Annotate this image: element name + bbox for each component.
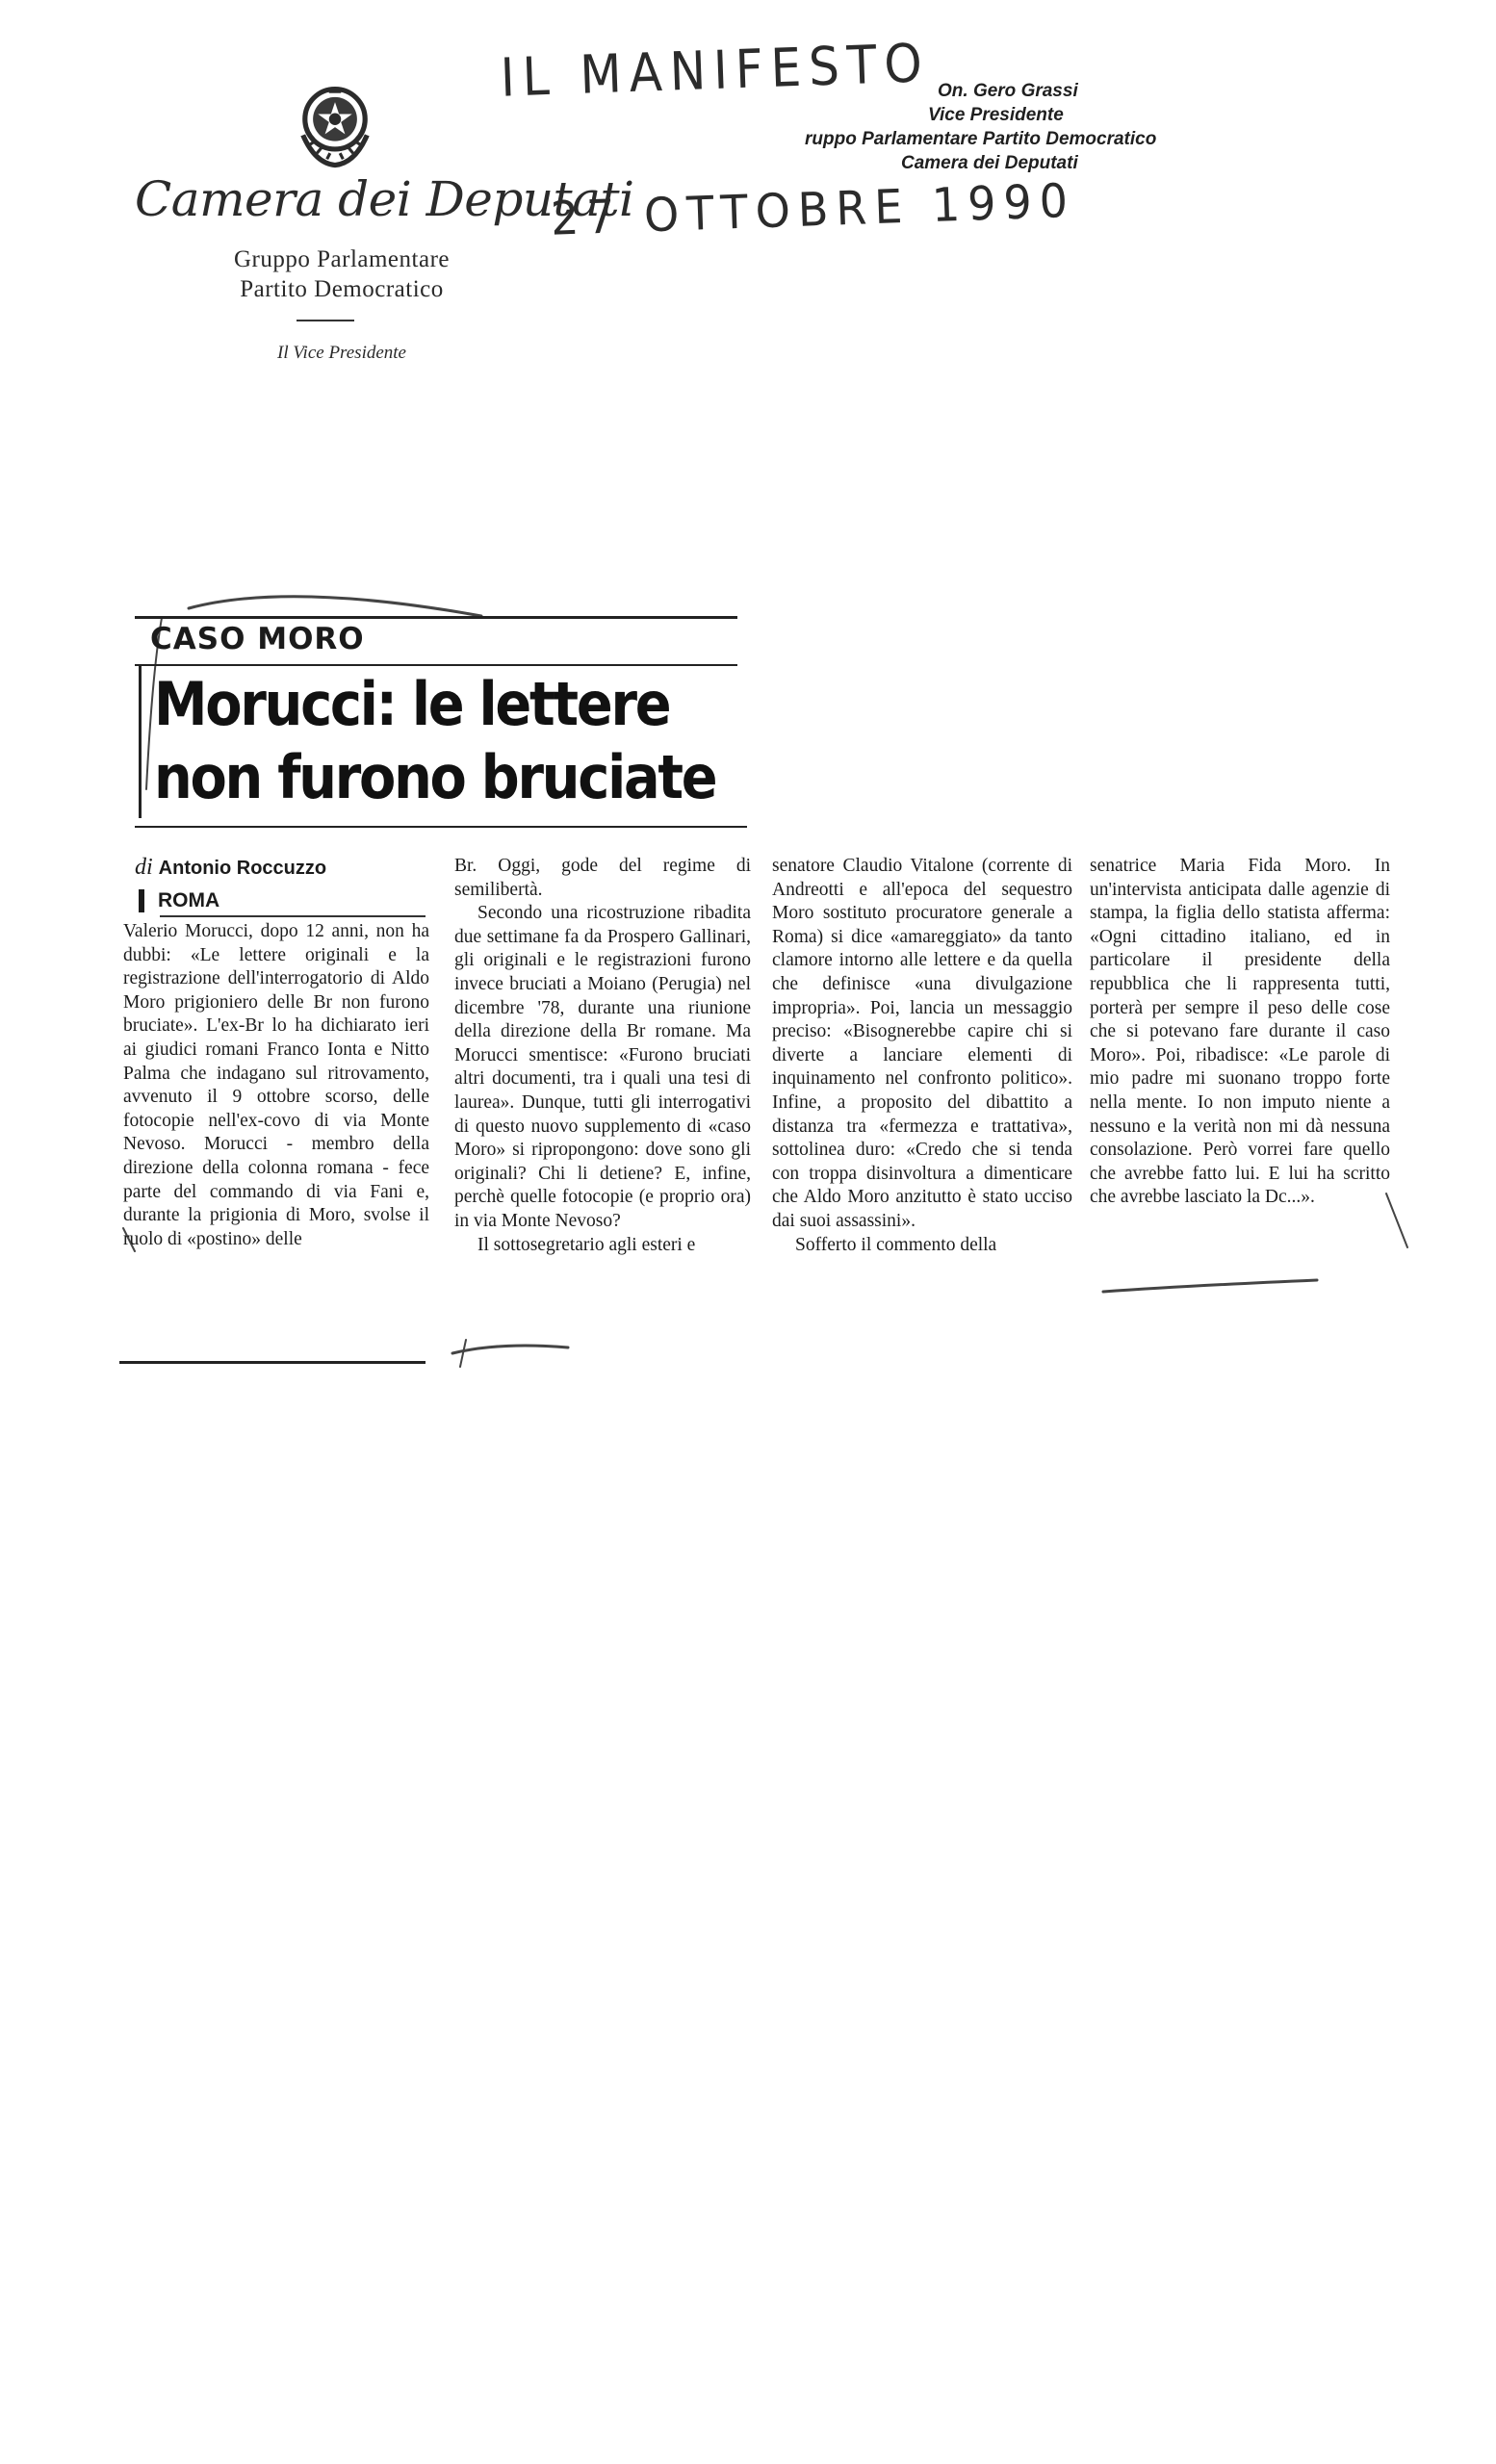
headline-rule (135, 826, 747, 828)
stamp-group: ruppo Parlamentare Partito Democratico (805, 129, 1157, 149)
author-name: Antonio Roccuzzo (158, 858, 327, 879)
stamp-role: Vice Presidente (928, 105, 1064, 125)
paragraph: Secondo una ricostruzione ribadita due settimane fa da Prospero Gallinari, gli originali e le registrazioni furono invece bruciati a Moiano (Perugia) nel dicembre '78, durante una riunione della direzione della Br romane. Ma Morucci smentisce: «Furono bruciati altri documenti, tra i quali una tesi di laurea». Dunque, tutti gli interrogativi di questo nuovo supplemento di «caso Moro» si ripropongono: dove sono gli originali? Chi li detiene? E, infine, perchè quelle fotocopie (e proprio ora) in via Monte Nevoso? (454, 903, 751, 1231)
byline-prefix: di (135, 855, 153, 880)
article-bottom-rule (119, 1361, 426, 1364)
handwritten-newspaper-name: IL MANIFESTO (499, 32, 931, 109)
article-headline (154, 668, 751, 814)
chamber-name: Camera dei Deputati (135, 171, 634, 227)
headline-side-rule (139, 664, 142, 818)
byline (135, 855, 326, 881)
article-column-4 (1090, 855, 1390, 1210)
stamp-name: On. Gero Grassi (938, 81, 1078, 101)
dateline: ROMA (139, 889, 219, 912)
italian-republic-emblem-icon (285, 75, 385, 175)
article-column-1 (123, 920, 429, 1251)
kicker-rule (135, 664, 737, 666)
group-line-2: Partito Democratico (240, 276, 444, 302)
article-column-2 (454, 855, 751, 1257)
article-column-3 (772, 855, 1072, 1257)
letterhead-divider (297, 320, 354, 321)
headline-line-1: Morucci: le lettere (154, 669, 670, 739)
parliamentary-group (183, 244, 501, 304)
article-kicker: CASO MORO (150, 622, 365, 656)
group-line-1: Gruppo Parlamentare (233, 246, 450, 272)
paragraph: Il sottosegretario agli esteri e (477, 1234, 696, 1255)
paragraph: Sofferto il commento della (795, 1234, 997, 1255)
stamp-chamber: Camera dei Deputati (901, 153, 1078, 173)
dateline-rule (160, 915, 426, 917)
paragraph: Br. Oggi, gode del regime di semilibertà. (454, 856, 751, 900)
handwritten-date: 27 OTTOBRE 1990 (550, 172, 1076, 246)
article-top-rule (135, 616, 737, 619)
vice-president-label: Il Vice Presidente (277, 343, 406, 363)
headline-line-2: non furono bruciate (154, 742, 716, 812)
paragraph: Valerio Morucci, dopo 12 anni, non ha dubbi: «Le lettere originali e la registrazione dell'interrogatorio di Aldo Moro prigioniero delle Br non furono bruciate». L'ex-Br lo ha dichiarato ieri ai giudici romani Franco Ionta e Nitto Palma che indagano sul ritrovamento, avvenuto il 9 ottobre scorso, delle fotocopie nell'ex-covo di via Monte Nevoso. Morucci - membro della direzione della colonna romana - fece parte del commando di via Fani e, durante la prigionia di Moro, svolse il ruolo di «postino» delle (123, 921, 429, 1249)
paragraph: senatore Claudio Vitalone (corrente di Andreotti e all'epoca del sequestro Moro sostituto procuratore generale a Roma) si dice «amareggiato» da tanto clamore intorno alle lettere e da quella che definisce «una divulgazione impropria». Poi, lancia un messaggio preciso: «Bisognerebbe capire chi si diverte a lanciare elementi di inquinamento nel confronto politico». Infine, a proposito del dibattito a distanza tra «fermezza e trattativa», sottolinea duro: «Credo che si tenda con troppa disinvoltura a dimenticare che Aldo Moro anzitutto è stato ucciso dai suoi assassini». (772, 856, 1072, 1231)
paragraph: senatrice Maria Fida Moro. In un'intervista anticipata dalle agenzie di stampa, la figlia dello statista afferma: «Ogni cittadino italiano, ed in particolare il presidente della repubblica che li rappresenta tutti, porterà per sempre il peso delle cose che si potevano fare durante il caso Moro». Poi, ribadisce: «Le parole di mio padre mi suonano troppo forte nella mente. Io non imputo niente a nessuno e la verità non mi dà nessuna consolazione. Però vorrei fare quello che avrebbe fatto lui. E lui ha scritto che avrebbe lasciato la Dc...». (1090, 856, 1390, 1208)
deputy-stamp (805, 79, 1199, 175)
